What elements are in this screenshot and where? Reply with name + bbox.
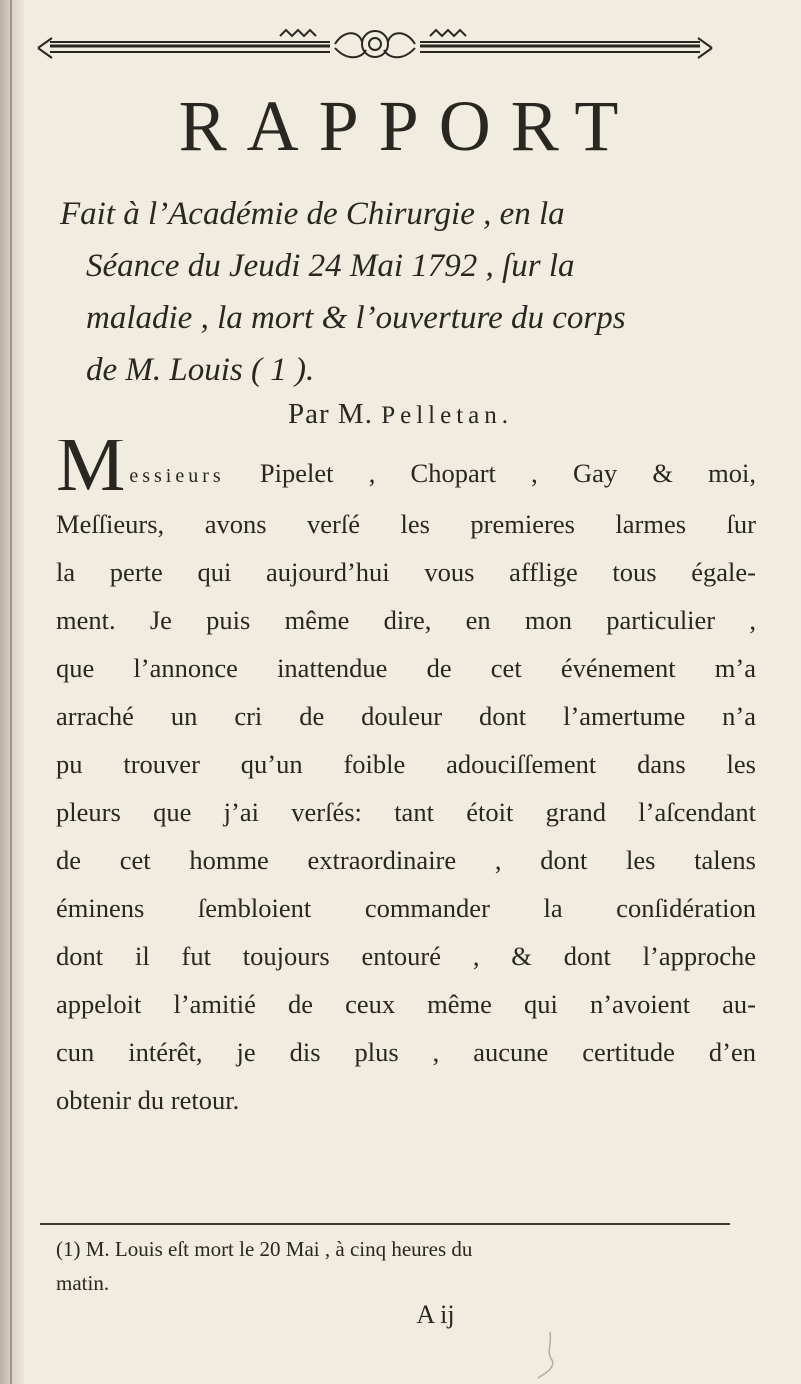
- footnote-line: matin.: [56, 1271, 110, 1295]
- body-line: pu trouver qu’un foible adouciſſement dans les: [56, 749, 756, 779]
- body-line: que l’annonce inattendue de cet événement m’a: [56, 653, 756, 683]
- body-line-first: [56, 440, 756, 500]
- author-byline: [0, 398, 801, 431]
- page-edge-line: [10, 0, 12, 1384]
- footnote: [56, 1232, 746, 1300]
- byline-prefix: Par M.: [288, 398, 373, 430]
- body-line: de cet homme extraordinaire , dont les talens: [56, 845, 756, 875]
- subtitle-line: maladie , la mort & l’ouverture du corps: [86, 300, 626, 336]
- header-ornament: [30, 14, 720, 74]
- body-line: éminens ſembloient commander la conſidération: [56, 893, 756, 923]
- body-line: Meſſieurs, avons verſé les premieres larmes ſur: [56, 509, 756, 539]
- document-subtitle: [60, 188, 750, 396]
- page-binding-edge: [0, 0, 24, 1384]
- subtitle-line: Fait à l’Académie de Chirurgie , en la: [60, 196, 565, 232]
- small-caps-word: essieurs: [129, 465, 225, 487]
- subtitle-line: Séance du Jeudi 24 Mai 1792 , ſur la: [86, 248, 575, 284]
- body-line: cun intérêt, je dis plus , aucune certitude d’en: [56, 1037, 756, 1067]
- body-line-last: obtenir du retour.: [56, 1085, 240, 1115]
- document-title: RAPPORT: [178, 86, 639, 166]
- body-paragraph: [56, 440, 756, 1124]
- body-line: arraché un cri de douleur dont l’amertume n’a: [56, 701, 756, 731]
- subtitle-line: de M. Louis ( 1 ).: [86, 352, 315, 388]
- footnote-line: (1) M. Louis eſt mort le 20 Mai , à cinq heures du: [56, 1237, 473, 1261]
- drop-cap: M: [56, 440, 126, 500]
- body-line: la perte qui aujourd’hui vous afflige tous égale-: [56, 557, 756, 587]
- body-line: appeloit l’amitié de ceux même qui n’avoient au-: [56, 989, 756, 1019]
- body-line: pleurs que j’ai verſés: tant étoit grand l’aſcendant: [56, 797, 756, 827]
- body-line: ment. Je puis même dire, en mon particulier ,: [56, 605, 756, 635]
- footnote-separator: [40, 1223, 730, 1225]
- body-line-rest: Pipelet , Chopart , Gay & moi,: [224, 458, 756, 488]
- ink-stain: [530, 1330, 570, 1380]
- body-line: dont il fut toujours entouré , & dont l’approche: [56, 941, 756, 971]
- author-name: Pelletan.: [381, 402, 513, 429]
- printer-signature-mark: A ij: [416, 1300, 455, 1329]
